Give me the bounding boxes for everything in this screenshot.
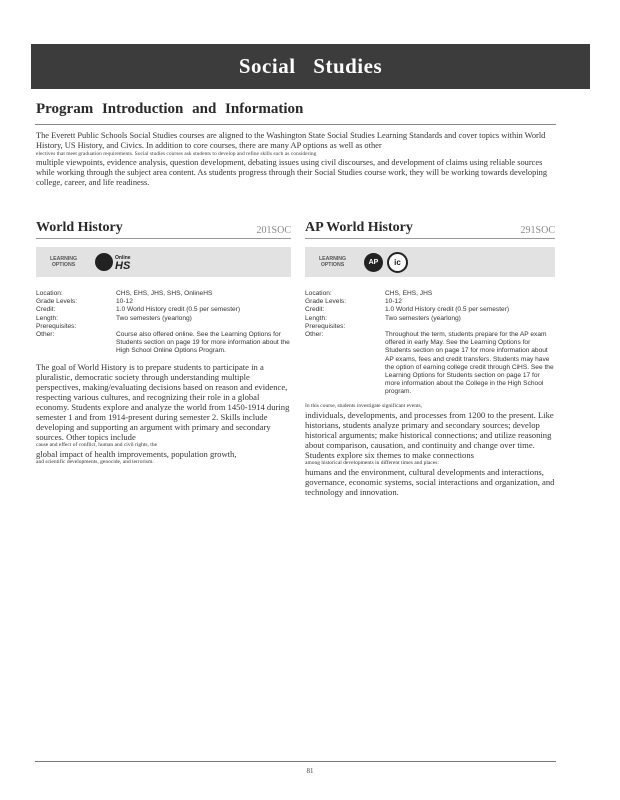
description-paragraph-c: among historical developments in different times and places:	[305, 459, 439, 466]
course-title: World History	[36, 220, 123, 235]
course-ap-world-history	[305, 214, 555, 497]
program-heading: Program Introduction and Information	[36, 101, 304, 117]
intro-paragraph-c: multiple viewpoints, evidence analysis, question development, debating issues using civil discourses, and development of claims using reliable sources while working through the subject area content. As students progress through their Social Studies course work, they will be working towards developing college, career, and life readiness.	[36, 158, 548, 187]
course-info	[305, 290, 555, 397]
description-paragraph-a: The goal of World History is to prepare students to participate in a pluralistic, democratic society through understanding multiple perspectives, making/evaluating decisions based on reason and evidence, respecting various cultures, and recognizing their role in a global economy. Students explore and analyze the world from 1450-1914 during semester 1 and from 1914-present during semester 2. Skills include developing and supporting an argument with primary and secondary sources. Other topics include	[36, 361, 290, 442]
info-row-prerequisites: Prerequisites:	[305, 322, 346, 330]
section-divider	[35, 124, 556, 125]
ap-badge	[364, 253, 383, 272]
course-code: 291SOC	[520, 225, 555, 236]
intro-paragraph-b: electives that meet graduation requirements. Social studies courses ask students to develop and refine skills such as considering	[36, 151, 317, 157]
learning-options-bar	[36, 247, 291, 277]
description-paragraph-b: cause and effect of conflict, human and civil rights, the	[36, 441, 158, 448]
description-paragraph-a: In this course, students investigate significant events,	[305, 402, 423, 409]
page-number: 81	[306, 767, 314, 775]
description-paragraph-d: humans and the environment, cultural developments and interactions, governance, economic systems, social interactions and organization, and technology and innovation.	[305, 466, 555, 497]
learning-options-label: LEARNING OPTIONS	[318, 255, 347, 268]
footer-divider	[35, 761, 556, 762]
info-row-credit: Credit: 1.0 World History credit (0.5 per semester)	[36, 306, 241, 314]
online-hs-small-text: Online	[115, 255, 131, 261]
description-paragraph-c: global impact of health improvements, population growth,	[36, 448, 237, 459]
course-code: 201SOC	[256, 225, 291, 236]
course-divider	[305, 238, 555, 239]
description-paragraph-d: and scientific developments, genocide, and terrorism.	[36, 458, 154, 465]
course-world-history	[36, 214, 291, 466]
info-row-grade-levels: Grade Levels: 10-12	[36, 298, 133, 306]
page-banner	[31, 44, 590, 89]
description-paragraph-b: individuals, developments, and processes from 1200 to the present. Like historians, students analyze primary and secondary sources; develop historical arguments; make historical connections; and utilize reasoning about comparison, causation, and continuity and change over time. Students explore six themes to make connections	[305, 409, 554, 460]
info-row-location: Location: CHS, EHS, JHS	[305, 290, 433, 297]
info-row-other: Other: Throughout the term, students prepare for the AP exam offered in early May. See the Learning Options for Students section on page 17 for more information about AP exams, fees and credit transfers. Students may have the option of earning college credit through CiHS. See the Learning Options for Students section on page 17 for more information about the College in the High School program.	[305, 331, 554, 396]
info-row-other: Other: Course also offered online. See the Learning Options for Students section on page 19 for more information about the High School Online Options Program.	[36, 331, 290, 355]
course-title: AP World History	[305, 220, 413, 235]
course-info	[36, 290, 291, 356]
info-row-prerequisites: Prerequisites:	[36, 322, 77, 330]
online-hs-icon	[95, 253, 113, 271]
online-hs-large-text: HS	[115, 260, 131, 272]
online-hs-badge	[95, 253, 131, 271]
ap-badge-icon: AP	[364, 253, 383, 272]
intro-paragraph-a: The Everett Public Schools Social Studies courses are aligned to the Washington State Social Studies Learning Standards and cover topics within World History, US History, and Civics. In addition to core courses, there are many AP options as well as other	[36, 131, 546, 150]
cihs-badge	[387, 252, 408, 273]
info-row-length: Length: Two semesters (yearlong)	[305, 314, 461, 322]
course-divider	[36, 238, 291, 239]
cihs-badge-icon: ic	[387, 252, 408, 273]
info-row-grade-levels: Grade Levels: 10-12	[305, 298, 402, 306]
course-description	[305, 403, 555, 497]
info-row-location: Location: CHS, EHS, JHS, SHS, OnlineHS	[36, 290, 213, 297]
banner-title: Social Studies	[238, 54, 383, 78]
course-header	[305, 214, 555, 236]
course-description	[36, 362, 291, 466]
learning-options-bar	[305, 247, 555, 277]
course-header	[36, 214, 291, 236]
program-intro	[36, 131, 556, 188]
info-row-credit: Credit: 1.0 World History credit (0.5 per semester)	[305, 306, 510, 314]
info-row-length: Length: Two semesters (yearlong)	[36, 314, 192, 322]
learning-options-label: LEARNING OPTIONS	[49, 255, 78, 268]
